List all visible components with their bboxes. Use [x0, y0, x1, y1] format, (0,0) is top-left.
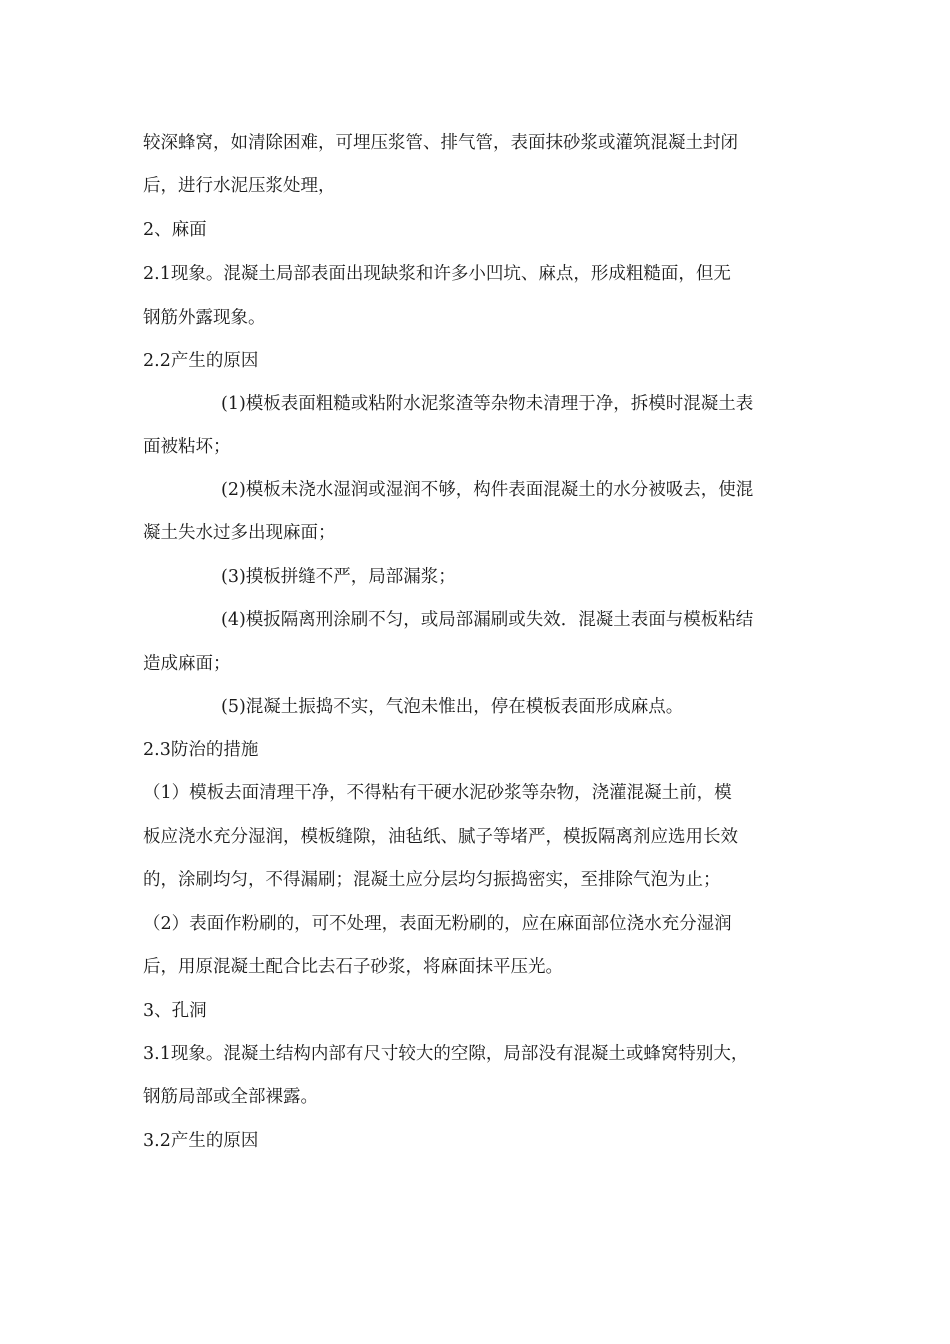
body-text-line: 钢筋局部或全部裸露。	[143, 1087, 318, 1107]
section-heading: 3、孔洞	[143, 1001, 207, 1021]
list-item-line: 面被粘坏；	[143, 437, 231, 457]
list-item-line: 凝土失水过多出现麻面；	[143, 523, 336, 543]
body-text-line: 后，进行水泥压浆处理，	[143, 176, 336, 196]
list-item-line: (1)模板表面粗糙或粘附水泥浆渣等杂物未清理于净，拆模时混凝土表	[221, 394, 754, 414]
subsection-heading: 3.2产生的原因	[143, 1131, 259, 1151]
section-heading: 2、麻面	[143, 220, 207, 240]
list-item-line: (3)摸板拼缝不严，局部漏浆；	[221, 567, 456, 587]
body-text-line: 较深蜂窝，如清除困难，可埋压浆管、排气管，表面抹砂浆或灌筑混凝土封闭	[143, 133, 738, 153]
body-text-line: （2）表面作粉刷的，可不处理，表面无粉刷的，应在麻面部位浇水充分湿润	[143, 914, 732, 934]
body-text-line: 后，用原混凝土配合比去石子砂浆，将麻面抹平压光。	[143, 957, 563, 977]
subsection-heading: 2.2产生的原因	[143, 351, 259, 371]
list-item-line: (2)模板未浇水湿润或湿润不够，构件表面混凝土的水分被吸去，使混	[221, 480, 754, 500]
body-text-line: （1）模板去面清理干净，不得粘有干硬水泥砂浆等杂物，浇灌混凝土前，模	[143, 783, 732, 803]
subsection-heading: 2.3防治的措施	[143, 740, 259, 760]
body-text-line: 钢筋外露现象。	[143, 308, 266, 328]
list-item-line: 造成麻面；	[143, 654, 231, 674]
body-text-line: 3.1现象。混凝土结构内部有尺寸较大的空隙，局部没有混凝土或蜂窝特别大，	[143, 1044, 749, 1064]
list-item-line: (5)混凝土振捣不实，气泡未惟出，停在模板表面形成麻点。	[221, 697, 684, 717]
list-item-line: (4)模扳隔离刑涂刷不匀，或局部漏刷或失效．混凝土表面与模板粘结	[221, 610, 754, 630]
body-text-line: 板应浇水充分湿润，模板缝隙，油毡纸、腻子等堵严，模扳隔离剂应选用长效	[143, 827, 738, 847]
body-text-line: 的，涂刷均匀，不得漏刷；混凝土应分层均匀振捣密实，至排除气泡为止；	[143, 870, 721, 890]
body-text-line: 2.1现象。混凝土局部表面出现缺浆和许多小凹坑、麻点，形成粗糙面，但无	[143, 264, 731, 284]
